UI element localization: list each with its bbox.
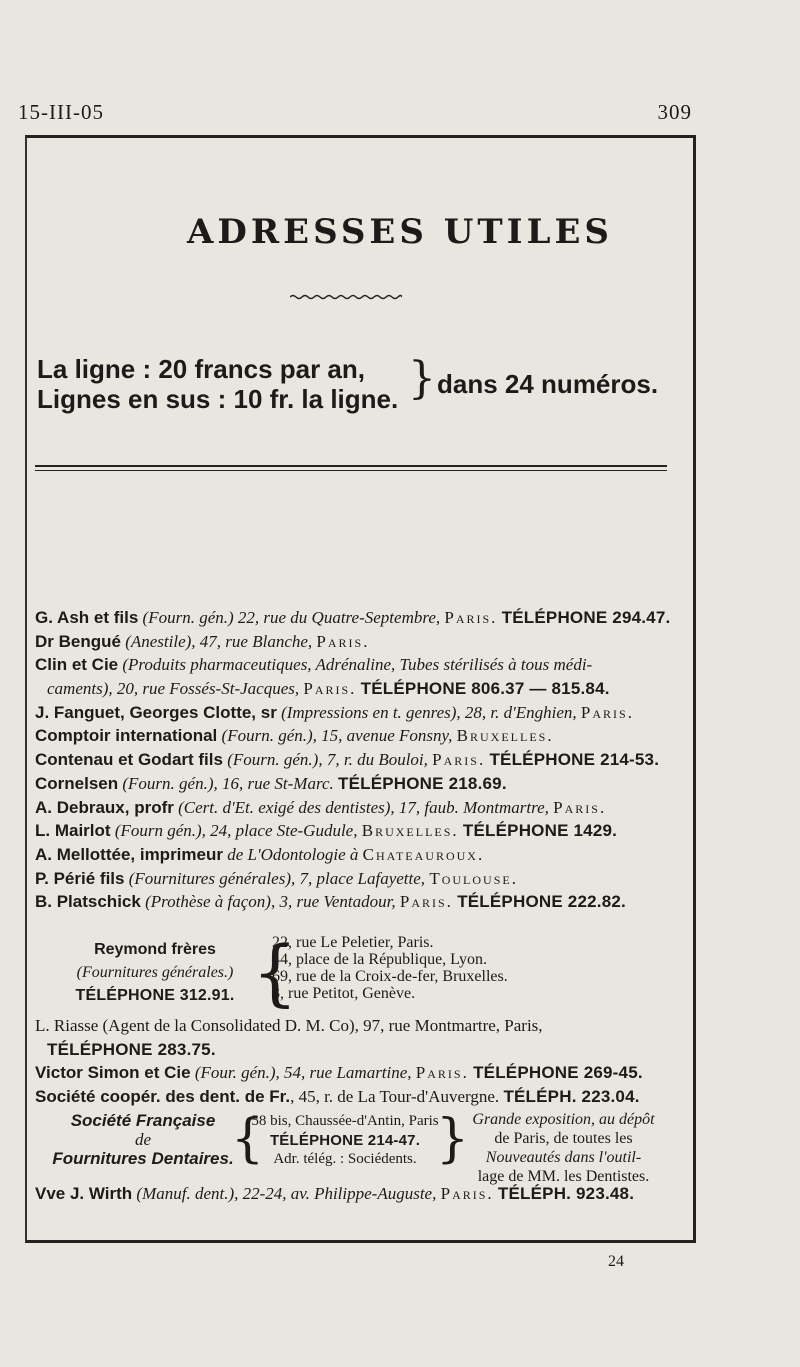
page-number-top: 309 [657,100,692,124]
entry-desc: (Fourn. gén.), 15, avenue Fonsny, [221,726,453,746]
reymond-address: 22, rue Le Peletier, Paris. [272,934,434,951]
list-item [35,843,675,867]
entry-city: Paris. [399,892,453,912]
wirth-desc: (Manuf. dent.), 22-24, av. Philippe-Auguste, [136,1184,437,1203]
victor-tel: TÉLÉPHONE 269-45. [473,1063,643,1083]
entry-tel: TÉLÉPHONE 1429. [462,821,618,841]
entry-desc: (Fourn. gén.) 22, rue du Quatre-Septembre, [142,608,441,627]
wirth-city: Paris. [440,1184,494,1203]
address-list-2 [35,1014,675,1109]
address-list [35,606,675,914]
entry-name: L. Mairlot [35,821,111,841]
list-item [35,867,675,891]
entry-name: Contenau et Godart fils [35,750,223,770]
entry-city: Paris. [303,679,357,699]
entry-city: Paris. [316,631,370,651]
entry-desc: caments), 20, rue Fossés-St-Jacques, [47,679,300,699]
sfd-brace-left: { [231,1109,265,1169]
list-item [35,772,675,796]
list-item [35,890,675,914]
sfd-name-3: Fournitures Dentaires. [52,1149,234,1168]
sfd-address: 58 bis, Chaussée-d'Antin, Paris [251,1113,439,1129]
societe-coop-tel: TÉLÉPH. 223.04. [503,1087,640,1107]
address-list-3 [35,1182,675,1206]
entry-name: P. Périé fils [35,868,125,888]
entry-city: Bruxelles. [456,726,554,746]
entry-city: Paris. [553,797,607,817]
entry-name: A. Debraux, profr [35,797,174,817]
entry-desc: (Cert. d'Et. exigé des dentistes), 17, faub. Montmartre, [178,797,549,817]
entry-desc: de L'Odontologie à [227,844,359,864]
sfd-name-2: de [134,1130,152,1149]
victor-city: Paris. [415,1063,469,1083]
entry-city: Paris. [580,702,634,722]
entry-desc: (Anestile), 47, rue Blanche, [125,631,313,651]
societe-coop-entry [35,1085,675,1109]
pricing-line-1: La ligne : 20 francs par an, [37,354,365,384]
entry-city: Paris. [444,608,498,627]
entry-name: G. Ash et fils [35,608,139,627]
reymond-address: 3, rue Petitot, Genève. [272,985,416,1002]
sfd-note-4: lage de MM. les Dentistes. [477,1168,650,1185]
footer-page-number: 24 [608,1253,624,1270]
pricing-brace: } [408,353,436,404]
list-item [35,748,675,772]
entry-name: Comptoir international [35,726,218,746]
list-item [35,819,675,843]
sfd-note-1: Grande exposition, au dépôt [472,1111,655,1128]
riasse-line: L. Riasse (Agent de la Consolidated D. M. Co), 97, rue Montmartre, Paris, [35,1016,543,1035]
list-item [35,701,675,725]
entry-tel: TÉLÉPHONE 294.47. [501,608,671,627]
entry-city: Bruxelles. [361,821,459,841]
entry-desc: (Fourn. gén.), 7, r. du Bouloi, [227,750,428,770]
reymond-block [40,938,270,1007]
section-title: ADRESSES UTILES [187,212,613,252]
societe-coop-desc: , 45, r. de La Tour-d'Auvergne. [290,1087,500,1107]
entry-name: Dr Bengué [35,631,121,651]
entry-tel: TÉLÉPHONE 218.69. [338,773,507,793]
list-item [35,630,675,654]
victor-desc: (Four. gén.), 54, rue Lamartine, [194,1063,412,1083]
list-item [35,724,675,748]
reymond-addresses [272,934,508,1002]
divider-rule-thin [35,470,667,471]
sfd-brace-right: } [436,1109,470,1169]
victor-entry [35,1061,675,1085]
reymond-desc: (Fournitures générales.) [76,964,234,981]
sfd-note-block [451,1110,676,1186]
list-item [35,677,675,701]
entry-city: Paris. [432,750,486,770]
reymond-address: 44, place de la République, Lyon. [272,951,488,968]
running-date: 15-III-05 [18,100,104,124]
list-item [35,653,675,677]
list-item [35,796,675,820]
entry-city: Chateauroux. [362,844,485,864]
entry-desc: (Fournitures générales), 7, place Lafayette, [128,868,426,888]
pricing-brace-text: dans 24 numéros. [437,369,659,399]
entry-tel: TÉLÉPHONE 222.82. [457,892,626,912]
pricing-line-2: Lignes en sus : 10 fr. la ligne. [37,384,399,414]
entry-name: Clin et Cie [35,655,119,675]
wirth-tel: TÉLÉPH. 923.48. [497,1184,635,1203]
victor-name: Victor Simon et Cie [35,1063,191,1083]
entry-desc: (Produits pharmaceutiques, Adrénaline, Tubes stérilisés à tous médi- [122,655,593,675]
sfd-address-block [245,1112,445,1169]
entry-tel: TÉLÉPHONE 214-53. [489,750,660,770]
reymond-name: Reymond frères [94,941,216,958]
reymond-tel: TÉLÉPHONE 312.91. [75,987,235,1004]
sfd-note-3: Nouveautés dans l'outil- [485,1149,642,1166]
entry-desc: (Fourn gén.), 24, place Ste-Gudule, [114,821,358,841]
entry-name: A. Mellottée, imprimeur [35,844,223,864]
sfd-name-block [34,1111,252,1168]
sfd-note-2: de Paris, de toutes les [494,1130,633,1147]
wirth-name: Vve J. Wirth [35,1184,133,1203]
entry-desc: (Prothèse à façon), 3, rue Ventadour, [145,892,396,912]
societe-coop-name: Société coopér. des dent. de Fr. [35,1087,291,1107]
reymond-brace: { [252,930,298,1014]
title-ornament [290,294,402,300]
entry-desc: (Impressions en t. genres), 28, r. d'Enghien, [281,702,577,722]
entry-name: B. Platschick [35,892,141,912]
sfd-telegraph: Adr. télég. : Sociédents. [273,1151,417,1167]
entry-name: Cornelsen [35,773,119,793]
entry-city: Toulouse. [429,868,518,888]
riasse-tel: TÉLÉPHONE 283.75. [47,1039,216,1059]
wirth-entry [35,1182,675,1206]
pricing-lines [37,354,398,414]
divider-rule [35,465,667,467]
entry-tel: TÉLÉPHONE 806.37 — 815.84. [360,679,610,699]
sfd-name-1: Société Française [70,1111,216,1130]
entry-name: J. Fanguet, Georges Clotte, sr [35,702,277,722]
list-item [35,606,675,630]
reymond-address: 69, rue de la Croix-de-fer, Bruxelles. [272,968,508,985]
entry-desc: (Fourn. gén.), 16, rue St-Marc. [122,773,334,793]
sfd-tel: TÉLÉPHONE 214-47. [269,1132,421,1149]
